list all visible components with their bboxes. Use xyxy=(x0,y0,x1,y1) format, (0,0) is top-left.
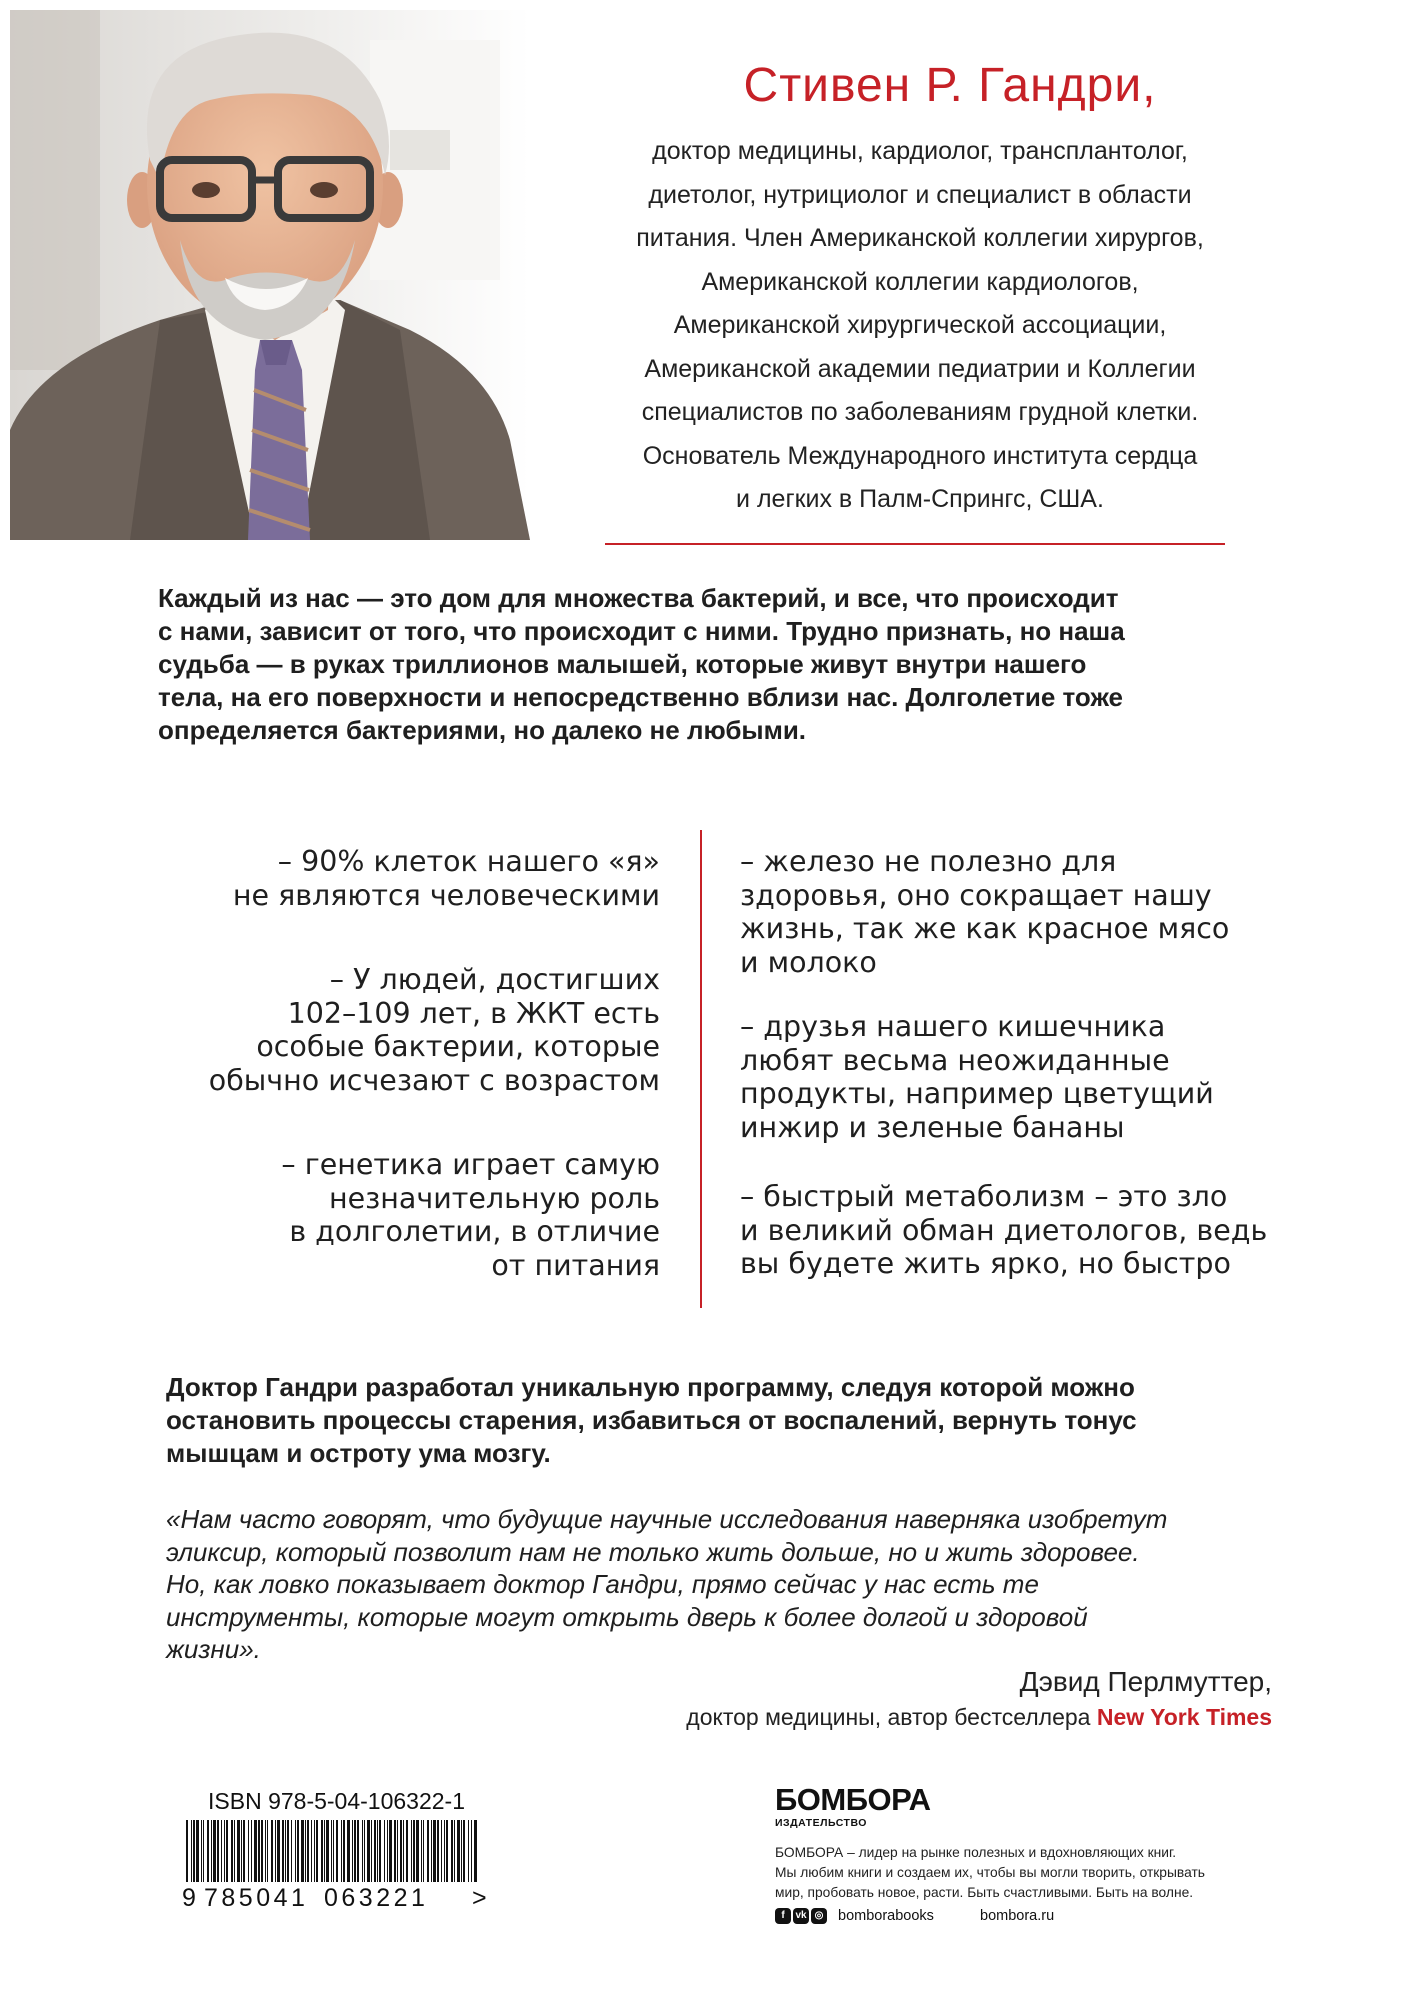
barcode-bar xyxy=(301,1820,304,1884)
barcode-bar xyxy=(207,1820,209,1884)
barcode-bar xyxy=(291,1820,292,1884)
barcode-bar xyxy=(314,1820,315,1884)
barcode-bar xyxy=(295,1820,296,1884)
barcode-bar xyxy=(254,1820,257,1884)
barcode-bar xyxy=(341,1820,342,1884)
barcode-bar xyxy=(384,1820,385,1884)
fact-line: обычно исчезают с возрастом xyxy=(208,1063,660,1097)
fact-line: – железо не полезно для xyxy=(740,845,1117,878)
barcode-bar xyxy=(326,1820,329,1884)
barcode-bar xyxy=(285,1820,286,1884)
vk-icon[interactable]: vk xyxy=(793,1908,809,1924)
barcode-bar xyxy=(379,1820,381,1884)
barcode-bar xyxy=(362,1820,363,1884)
barcode-bar xyxy=(347,1820,350,1884)
barcode-bar xyxy=(343,1820,345,1884)
publisher-logo: БОМБОРА xyxy=(775,1782,931,1817)
barcode-bar xyxy=(297,1820,299,1884)
barcode-bar xyxy=(411,1820,412,1884)
publisher-line: мир, пробовать новое, расти. Быть счастливыми. Быть на волне. xyxy=(775,1885,1194,1900)
social-icons xyxy=(775,1908,827,1928)
bio-line: диетолог, нутрициолог и специалист в области xyxy=(648,180,1192,209)
barcode-bar xyxy=(437,1820,439,1884)
site-link[interactable]: bombora.ru xyxy=(980,1908,1055,1924)
publisher-line: Мы любим книги и создаем их, чтобы вы могли творить, открывать xyxy=(775,1865,1205,1880)
fact-line: незначительную роль xyxy=(328,1181,660,1215)
fact-left-3 xyxy=(120,1148,660,1282)
barcode-bar xyxy=(454,1820,455,1884)
barcode-bar xyxy=(196,1820,199,1884)
barcode-bar xyxy=(307,1820,309,1884)
fact-line: инжир и зеленые бананы xyxy=(740,1110,1125,1144)
fact-left-2 xyxy=(120,963,660,1097)
fact-line: вы будете жить ярко, но быстро xyxy=(740,1247,1231,1280)
barcode-bar xyxy=(193,1820,195,1884)
barcode-end-mark: > xyxy=(472,1884,487,1912)
barcode-bar xyxy=(237,1820,240,1884)
isbn-label: ISBN 978-5-04-106322-1 xyxy=(208,1788,465,1814)
barcode-bar xyxy=(463,1820,465,1884)
fact-line: любят весьма неожиданные xyxy=(740,1043,1170,1077)
testimonial-quote xyxy=(166,1503,1326,1666)
barcode-bar xyxy=(377,1820,378,1884)
bio-line: Американской академии педиатрии и Коллегии xyxy=(644,354,1196,383)
barcode-bar xyxy=(371,1820,372,1884)
barcode-digits-group2: 063221 xyxy=(324,1884,429,1912)
fact-line: продукты, например цветущий xyxy=(740,1077,1214,1110)
barcode-bar xyxy=(221,1820,222,1884)
barcode-bar xyxy=(446,1820,448,1884)
barcode-bar xyxy=(267,1820,268,1884)
column-divider xyxy=(700,830,702,1308)
quote-credential xyxy=(480,1704,1272,1731)
barcode-bar xyxy=(265,1820,266,1884)
fact-line: и великий обман диетологов, ведь xyxy=(740,1213,1268,1247)
barcode-bar xyxy=(403,1820,404,1884)
fact-line: здоровья, оно сокращает нашу xyxy=(740,878,1212,912)
bio-line: специалистов по заболеваниям грудной клетки. xyxy=(641,398,1199,426)
publisher-line: БОМБОРА – лидер на рынке полезных и вдохновляющих книг. xyxy=(775,1845,1177,1860)
barcode-bar xyxy=(224,1820,225,1884)
barcode-bar xyxy=(305,1820,306,1884)
barcode-bar xyxy=(241,1820,242,1884)
barcode-bar xyxy=(352,1820,353,1884)
publisher-description xyxy=(775,1843,1335,1903)
fact-right-3 xyxy=(740,1180,1340,1281)
program-line: мышцам и остроту ума мозгу. xyxy=(166,1438,551,1468)
barcode-bar xyxy=(201,1820,202,1884)
fact-line: – друзья нашего кишечника xyxy=(740,1010,1166,1043)
barcode-bar xyxy=(397,1820,398,1884)
program-line: Доктор Гандри разработал уникальную программу, следуя которой можно xyxy=(166,1372,1135,1402)
fact-line: в долголетии, в отличие xyxy=(289,1215,660,1248)
bio-line: Американской хирургической ассоциации, xyxy=(673,311,1167,339)
barcode-bar xyxy=(282,1820,284,1884)
barcode-digit-first: 9 xyxy=(182,1884,196,1912)
bio-line: доктор медицины, кардиолог, трансплантолог, xyxy=(652,137,1188,165)
intro-line: судьба — в руках триллионов малышей, которые живут внутри нашего xyxy=(158,649,1087,679)
barcode-bar xyxy=(277,1820,280,1884)
intro-line: тела, на его поверхности и непосредственно вблизи нас. Долголетие тоже xyxy=(158,682,1124,712)
fact-line: – У людей, достигших xyxy=(329,963,660,996)
quote-line: эликсир, который позволит нам не только жить дольше, но и жить здоровее. xyxy=(166,1536,1140,1567)
barcode-bar xyxy=(287,1820,289,1884)
barcode-bar xyxy=(400,1820,402,1884)
barcode-digits-group1: 785041 xyxy=(204,1884,309,1912)
fact-line: от питания xyxy=(491,1248,660,1282)
barcode-bar xyxy=(433,1820,436,1884)
fact-left-1 xyxy=(120,845,660,912)
intro-line: Каждый из нас — это дом для множества бактерий, и все, что происходит xyxy=(158,583,1119,613)
intro-paragraph xyxy=(158,582,1308,747)
barcode-bar xyxy=(213,1820,216,1884)
barcode-bar xyxy=(354,1820,356,1884)
bio-line: питания. Член Американской коллегии хирургов, xyxy=(636,224,1204,252)
barcode-bar xyxy=(251,1820,252,1884)
barcode-bar xyxy=(394,1820,396,1884)
barcode-bar xyxy=(234,1820,235,1884)
barcode-bar xyxy=(431,1820,432,1884)
barcode-bar xyxy=(311,1820,312,1884)
fact-line: – 90% клеток нашего «я» xyxy=(277,845,660,878)
fact-line: особые бактерии, которые xyxy=(256,1030,660,1063)
intro-line: с нами, зависит от того, что происходит с ними. Трудно признать, но наша xyxy=(158,616,1125,646)
barcode-bar xyxy=(248,1820,249,1884)
credential-accent: New York Times xyxy=(1096,1704,1272,1730)
barcode-bar xyxy=(211,1820,212,1884)
barcode-bar xyxy=(271,1820,273,1884)
fact-right-1 xyxy=(740,845,1340,979)
barcode-bar xyxy=(217,1820,219,1884)
barcode-bar xyxy=(261,1820,263,1884)
barcode-bar xyxy=(243,1820,245,1884)
barcode-bar xyxy=(231,1820,233,1884)
red-divider xyxy=(605,543,1225,545)
author-photo xyxy=(10,10,530,540)
fact-line: 102–109 лет, в ЖКТ есть xyxy=(287,996,660,1030)
program-line: остановить процессы старения, избавиться от воспалений, вернуть тонус xyxy=(166,1405,1137,1435)
barcode-bar xyxy=(441,1820,442,1884)
barcode-bar xyxy=(336,1820,338,1884)
program-paragraph xyxy=(166,1371,1316,1470)
quote-line: жизни». xyxy=(166,1634,261,1664)
fact-line: не являются человеческими xyxy=(232,878,660,912)
quote-author: Дэвид Перлмуттер, xyxy=(1019,1666,1272,1697)
quote-line: «Нам часто говорят, что будущие научные исследования наверняка изобретут xyxy=(166,1504,1168,1534)
facebook-icon[interactable]: f xyxy=(775,1908,791,1924)
quote-line: Но, как ловко показывает доктор Гандри, прямо сейчас у нас есть те xyxy=(166,1569,1039,1599)
barcode-bar xyxy=(324,1820,325,1884)
credential-text: доктор медицины, автор бестселлера xyxy=(686,1704,1091,1730)
fact-line: и молоко xyxy=(740,945,877,979)
barcode-bar xyxy=(316,1820,318,1884)
bio-line: и легких в Палм-Спрингс, США. xyxy=(736,485,1104,513)
fact-line: – быстрый метаболизм – это зло xyxy=(740,1180,1228,1213)
barcode-bar xyxy=(444,1820,445,1884)
social-handle[interactable]: bomborabooks xyxy=(838,1908,934,1924)
barcode-bar xyxy=(451,1820,453,1884)
fact-right-2 xyxy=(740,1010,1340,1144)
intro-line: определяется бактериями, но далеко не любыми. xyxy=(158,715,807,745)
bio-line: Американской коллегии кардиологов, xyxy=(701,267,1139,296)
fact-line: жизнь, так же как красное мясо xyxy=(740,912,1230,945)
barcode-bar xyxy=(389,1820,392,1884)
barcode-bar xyxy=(387,1820,388,1884)
barcode-digits xyxy=(182,1882,492,1912)
barcode-bar xyxy=(331,1820,332,1884)
barcode-bar xyxy=(468,1820,469,1884)
quote-line: инструменты, которые могут открыть дверь к более долгой и здоровой xyxy=(166,1601,1088,1632)
barcode-bar xyxy=(226,1820,228,1884)
barcode-bar xyxy=(457,1820,460,1884)
barcode-bar xyxy=(321,1820,323,1884)
barcode-bar xyxy=(427,1820,429,1884)
bio-line: Основатель Международного института сердца xyxy=(642,441,1198,470)
barcode-bar xyxy=(406,1820,408,1884)
barcode-bar xyxy=(364,1820,365,1884)
barcode-bar xyxy=(203,1820,204,1884)
barcode-bar xyxy=(367,1820,370,1884)
barcode-bar xyxy=(258,1820,260,1884)
barcode-bar xyxy=(333,1820,334,1884)
barcode-bar xyxy=(357,1820,359,1884)
author-name: Стивен Р. Гандри, xyxy=(743,59,1157,112)
author-bio xyxy=(540,130,1300,522)
barcode-bar xyxy=(374,1820,376,1884)
barcode-bar xyxy=(275,1820,276,1884)
barcode-bar xyxy=(461,1820,462,1884)
fact-line: – генетика играет самую xyxy=(281,1148,660,1181)
instagram-icon[interactable]: ◎ xyxy=(811,1908,827,1924)
publisher-subtitle: ИЗДАТЕЛЬСТВО xyxy=(775,1817,867,1829)
